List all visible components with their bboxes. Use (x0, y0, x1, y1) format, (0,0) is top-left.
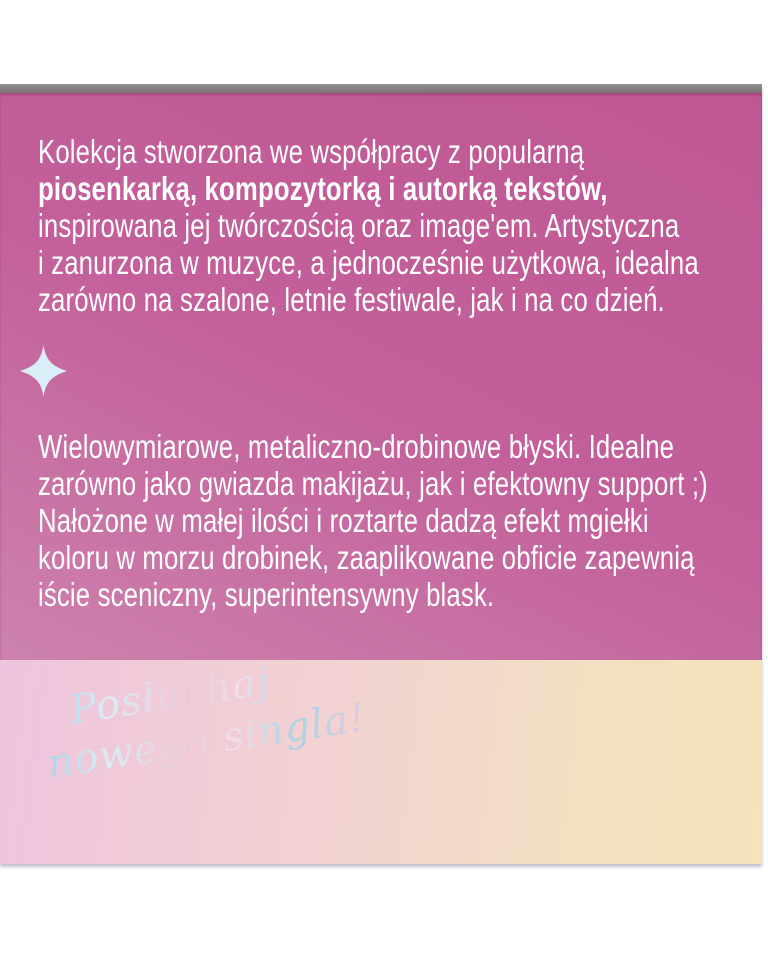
effect-paragraph-line: koloru w morzu drobinek, zaaplikowane obficie zapewnią (38, 539, 695, 576)
effect-paragraph-line: zarówno jako gwiazda makijażu, jak i efektowny support ;) (38, 465, 708, 502)
listen-new-single-script (37, 643, 370, 789)
sparkle-icon-shape (20, 345, 67, 397)
description-panel (0, 93, 762, 660)
footer-panel (0, 660, 762, 864)
collection-paragraph-line: inspirowana jej twórczością oraz image'em. Artystyczna (38, 207, 680, 244)
effect-paragraph-line: Nałożone w małej ilości i roztarte dadzą efekt mgiełki (38, 502, 649, 539)
effect-paragraph (38, 428, 708, 613)
script-line: nowego singla! (44, 694, 370, 788)
collection-paragraph-line: Kolekcja stworzona we współpracy z popularną (38, 133, 585, 170)
script-line: Posłuchaj (66, 658, 274, 734)
effect-paragraph-line: Wielowymiarowe, metaliczno-drobinowe błyski. Idealne (38, 428, 675, 465)
collection-paragraph-line: i zanurzona w muzyce, a jednocześnie użytkowa, idealna (38, 244, 699, 281)
sparkle-icon (20, 345, 67, 397)
collection-paragraph-line: zarówno na szalone, letnie festiwale, jak i na co dzień. (38, 281, 665, 318)
effect-paragraph-line: iście sceniczny, superintensywny blask. (38, 576, 495, 613)
collection-paragraph-line-bold: piosenkarką, kompozytorką i autorką tekstów, (38, 170, 608, 207)
card-top-edge (0, 84, 762, 93)
product-card (0, 84, 762, 864)
collection-paragraph (38, 133, 699, 318)
